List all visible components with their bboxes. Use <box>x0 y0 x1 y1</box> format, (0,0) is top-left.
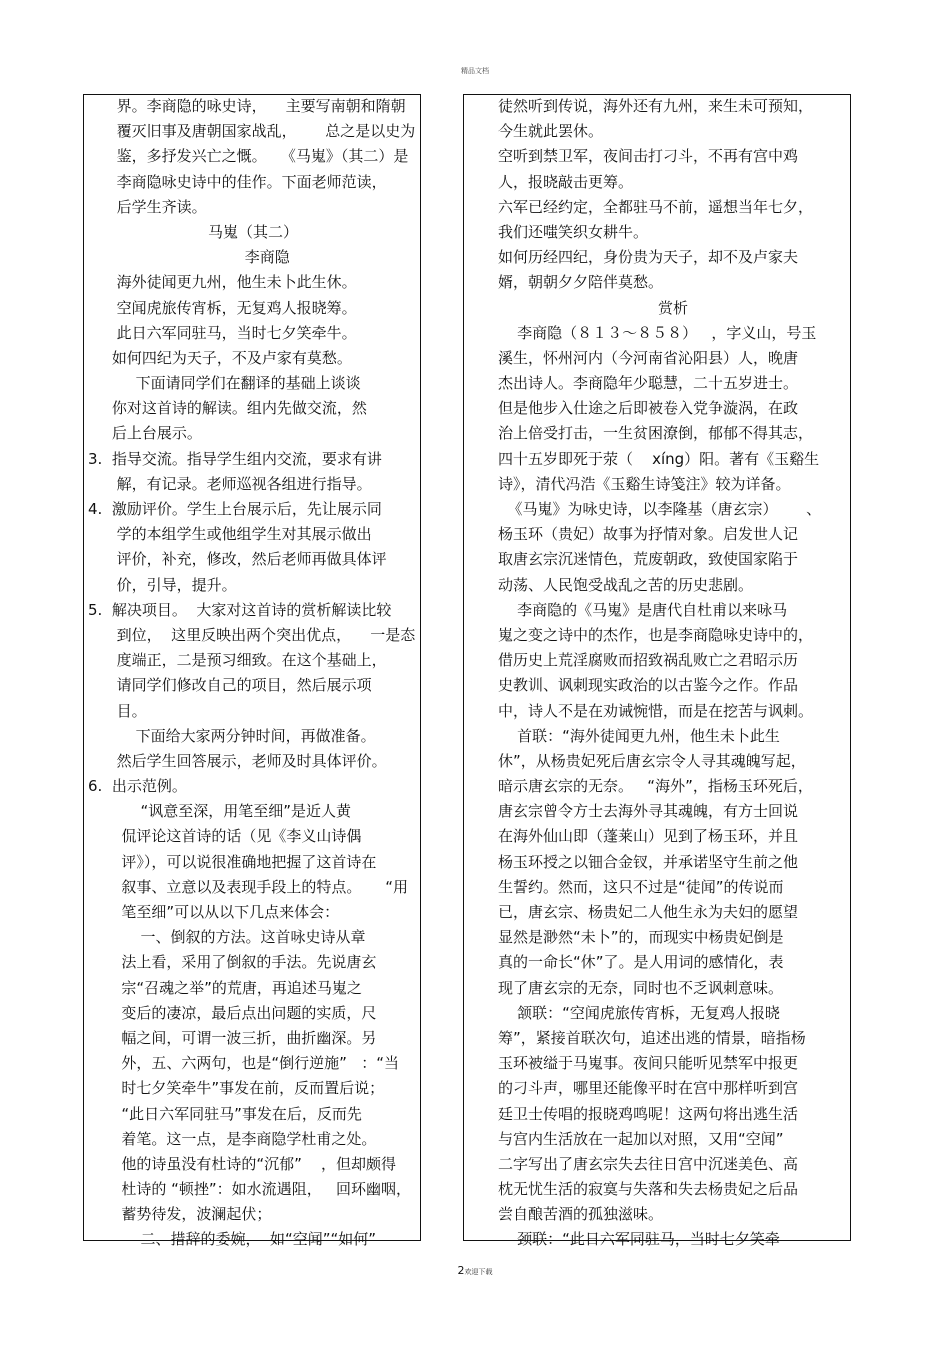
left-column-line: 目。 <box>88 701 147 720</box>
left-column-line: 此日六军同驻马，当时七夕笑牵牛。 <box>88 323 357 342</box>
left-column-line: 然后学生回答展示，老师及时具体评价。 <box>88 751 387 770</box>
left-column-line: 如何四纪为天子，不及卢家有莫愁。 <box>88 348 352 367</box>
right-column-text <box>498 94 848 1253</box>
left-column-line: 5. 解决项目。 大家对这首诗的赏析解读比较 <box>88 600 392 619</box>
right-column-line: 诗》，清代冯浩《玉谿生诗笺注》较为详备。 <box>498 474 791 493</box>
right-column-line: 借历史上荒淫腐败而招致祸乱败亡之君昭示历 <box>498 651 799 670</box>
right-column-line: 尝自酿苦酒的孤独滋味。 <box>498 1205 664 1224</box>
page-number: 2 <box>457 1264 465 1277</box>
left-column-line: 覆灭旧事及唐朝国家战乱， 总之是以史为 <box>88 122 416 141</box>
right-column-line: 唐玄宗曾令方士去海外寻其魂魄，有方士回说 <box>498 802 799 821</box>
right-column-line: 杨玉环（贵妃）故事为抒情对象。启发世人记 <box>498 525 799 544</box>
right-column-line: 筹”，紧接首联次句，追述出逃的情景，暗指杨 <box>498 1028 806 1047</box>
left-column-line: 变后的凄凉，最后点出问题的实质，尺 <box>88 1003 377 1022</box>
left-column-line: 到位， 这里反映出两个突出优点， 一是态 <box>88 625 416 644</box>
left-column-line: 3. 指导交流。指导学生组内交流，要求有讲 <box>88 449 382 468</box>
left-column-line: 空闻虎旅传宵柝，无复鸡人报晓筹。 <box>88 298 357 317</box>
right-column-line: 玉环被缢于马嵬事。夜间只能听见禁军中报更 <box>498 1054 799 1073</box>
left-column-line: 后上台展示。 <box>88 424 202 443</box>
left-column-line: 笔至细”可以从以下几点来体会： <box>88 903 340 921</box>
right-column-line: 生誓约。然而，这只不过是“徒闻”的传说而 <box>498 877 784 896</box>
left-column-line: 界。李商隐的咏史诗， 主要写南朝和隋朝 <box>88 97 406 115</box>
right-column-line: 现了唐玄宗的无奈，同时也不乏讽刺意味。 <box>498 978 784 997</box>
left-column-line: 李商隐咏史诗中的佳作。下面老师范读， <box>88 172 387 191</box>
right-column-line: 真的一命长“休”了。是人用词的感情化，表 <box>498 953 784 972</box>
left-column-line: 度端正，二是预习细致。在这个基础上， <box>88 651 387 670</box>
left-column-line: 海外徒闻更九州，他生未卜此生休。 <box>88 273 357 292</box>
right-column-line: 但是他步入仕途之后即被卷入党争漩涡，在政 <box>498 399 799 418</box>
right-column-line: 暗示唐玄宗的无奈。 “海外”，指杨玉环死后， <box>498 777 813 796</box>
right-column-line: 徒然听到传说，海外还有九州，来生未可预知， <box>498 97 814 115</box>
left-column-line: 你对这首诗的解读。组内先做交流，然 <box>88 399 367 418</box>
left-column-line: 评价，补充，修改，然后老师再做具体评 <box>88 550 387 569</box>
right-column-line: 动荡、人民饱受战乱之苦的历史悲剧。 <box>498 575 754 594</box>
right-column-line: 杰出诗人。李商隐年少聪慧，二十五岁进士。 <box>498 374 799 393</box>
right-column-line: 今生就此罢休。 <box>498 122 604 141</box>
right-column-line: 我们还嗤笑织女耕牛。 <box>498 222 649 241</box>
right-column-line: 已，唐玄宗、杨贵妃二人他生永为夫妇的愿望 <box>498 903 799 921</box>
left-column-line: 侃评论这首诗的话（见《李义山诗偶 <box>88 827 362 846</box>
right-column-line: 颔联：“空闻虎旅传宵柝，无复鸡人报晓 <box>498 1003 780 1022</box>
left-column-line: 幅之间，可谓一波三折，曲折幽深。另 <box>88 1028 377 1047</box>
right-column-line: 人，报晓敲击更筹。 <box>498 172 634 191</box>
left-column-line: 杜诗的 “顿挫”：如水流遇阻， 回环幽咽， <box>88 1180 411 1199</box>
right-column-line: 空听到禁卫军，夜间击打刁斗，不再有宫中鸡 <box>498 147 799 166</box>
right-column-line: 赏析 <box>657 298 688 317</box>
right-column-line: 杨玉环授之以钿合金钗，并承诺坚守生前之他 <box>498 852 799 871</box>
right-column-line: 治上倍受打击，一生贫困潦倒，郁郁不得其志， <box>498 424 814 443</box>
right-column-line: 在海外仙山即（蓬莱山）见到了杨玉环，并且 <box>498 827 799 846</box>
footer-text: 欢迎下载 <box>464 1268 493 1276</box>
left-column-line: 着笔。这一点，是李商隐学杜甫之处。 <box>88 1129 377 1148</box>
right-column-line: 六军已经约定，全都驻马不前，遥想当年七夕， <box>498 197 814 216</box>
left-column-line: 鉴，多抒发兴亡之慨。 《马嵬》（其二）是 <box>88 147 409 166</box>
right-column-line: 首联：“海外徒闻更九州，他生未卜此生 <box>498 726 780 745</box>
right-column-line: 廷卫士传唱的报晓鸡鸣呢！这两句将出逃生活 <box>498 1104 799 1123</box>
right-column-line: 枕无忧生活的寂寞与失落和失去杨贵妃之后品 <box>498 1180 799 1199</box>
left-column-line: 评》），可以说很准确地把握了这首诗在 <box>88 852 377 871</box>
left-column-line: “此日六军同驻马”事发在后，反而先 <box>88 1104 362 1123</box>
left-column-line: 法上看，采用了倒叙的手法。先说唐玄 <box>88 953 377 972</box>
left-column-line: 外，五、六两句，也是“倒行逆施” ：“当 <box>88 1054 399 1073</box>
right-column-line: 溪生，怀州河内（今河南省沁阳县）人，晚唐 <box>498 348 799 367</box>
left-column-line: 李商隐 <box>216 248 290 267</box>
right-column-line: 李商隐（８１３～８５８） ，字义山，号玉 <box>498 323 817 342</box>
right-column-line: 与宫内生活放在一起加以对照，又用“空闻” <box>498 1129 784 1148</box>
right-column-line: 中，诗人不是在劝诫惋惜，而是在挖苦与讽刺。 <box>498 701 814 720</box>
right-column-line: 婿，朝朝夕夕陪伴莫愁。 <box>498 273 664 292</box>
left-column-line: 二、措辞的委婉， 如“空闻”“如何” <box>88 1230 377 1249</box>
right-column-line: 四十五岁即死于荥（ xíng）阳。著有《玉谿生 <box>498 449 820 468</box>
left-column-line: “讽意至深，用笔至细”是近人黄 <box>88 802 351 821</box>
left-column-line: 解，有记录。老师巡视各组进行指导。 <box>88 474 372 493</box>
page-footer <box>0 1264 950 1277</box>
left-column-line: 时七夕笑牵牛”事发在前，反而置后说； <box>88 1079 385 1098</box>
left-column-line: 6. 出示范例。 <box>88 777 187 796</box>
right-column-line: 嵬之变之诗中的杰作，也是李商隐咏史诗中的， <box>498 625 814 644</box>
right-column-line: 《马嵬》为咏史诗，以李隆基（唐玄宗） 、 <box>498 500 822 518</box>
right-column-line: 显然是渺然“未卜”的，而现实中杨贵妃倒是 <box>498 928 784 947</box>
left-column-line: 后学生齐读。 <box>88 197 207 216</box>
left-column-line: 马嵬（其二） <box>207 222 298 241</box>
left-column-text <box>88 94 418 1253</box>
right-column-line: 李商隐的《马嵬》是唐代自杜甫以来咏马 <box>498 600 788 619</box>
right-column-line: 休”，从杨贵妃死后唐玄宗令人寻其魂魄写起， <box>498 751 806 770</box>
right-column-line: 二字写出了唐玄宗失去往日宫中沉迷美色、高 <box>498 1154 799 1173</box>
left-column-line: 下面请同学们在翻译的基础上谈谈 <box>88 374 361 393</box>
left-column-line: 价，引导，提升。 <box>88 575 237 594</box>
right-column-line: 颈联：“此日六军同驻马，当时七夕笑牵 <box>498 1230 780 1249</box>
left-column-line: 他的诗虽没有杜诗的“沉郁” ，但却颇得 <box>88 1154 396 1173</box>
left-column-line: 4. 激励评价。学生上台展示后，先让展示同 <box>88 500 382 518</box>
left-column-line: 一、倒叙的方法。这首咏史诗从章 <box>88 928 366 947</box>
left-column-line: 蓄势待发，波澜起伏； <box>88 1205 272 1224</box>
right-column-line: 取唐玄宗沉迷情色，荒废朝政，致使国家陷于 <box>498 550 799 569</box>
left-column-line: 请同学们修改自己的项目，然后展示项 <box>88 676 372 695</box>
left-column-line: 下面给大家两分钟时间，再做准备。 <box>88 726 376 745</box>
right-column-line: 史教训、讽刺现实政治的以古鉴今之作。作品 <box>498 676 799 695</box>
left-column-line: 学的本组学生或他组学生对其展示做出 <box>88 525 372 544</box>
left-column-line: 宗“召魂之举”的荒唐，再追述马嵬之 <box>88 978 362 997</box>
right-column-line: 的刁斗声，哪里还能像平时在宫中那样听到宫 <box>498 1079 799 1098</box>
page-header: 精品文档 <box>461 67 489 75</box>
left-column-line: 叙事、立意以及表现手段上的特点。 “用 <box>88 877 408 896</box>
right-column-line: 如何历经四纪，身份贵为天子，却不及卢家夫 <box>498 248 799 267</box>
